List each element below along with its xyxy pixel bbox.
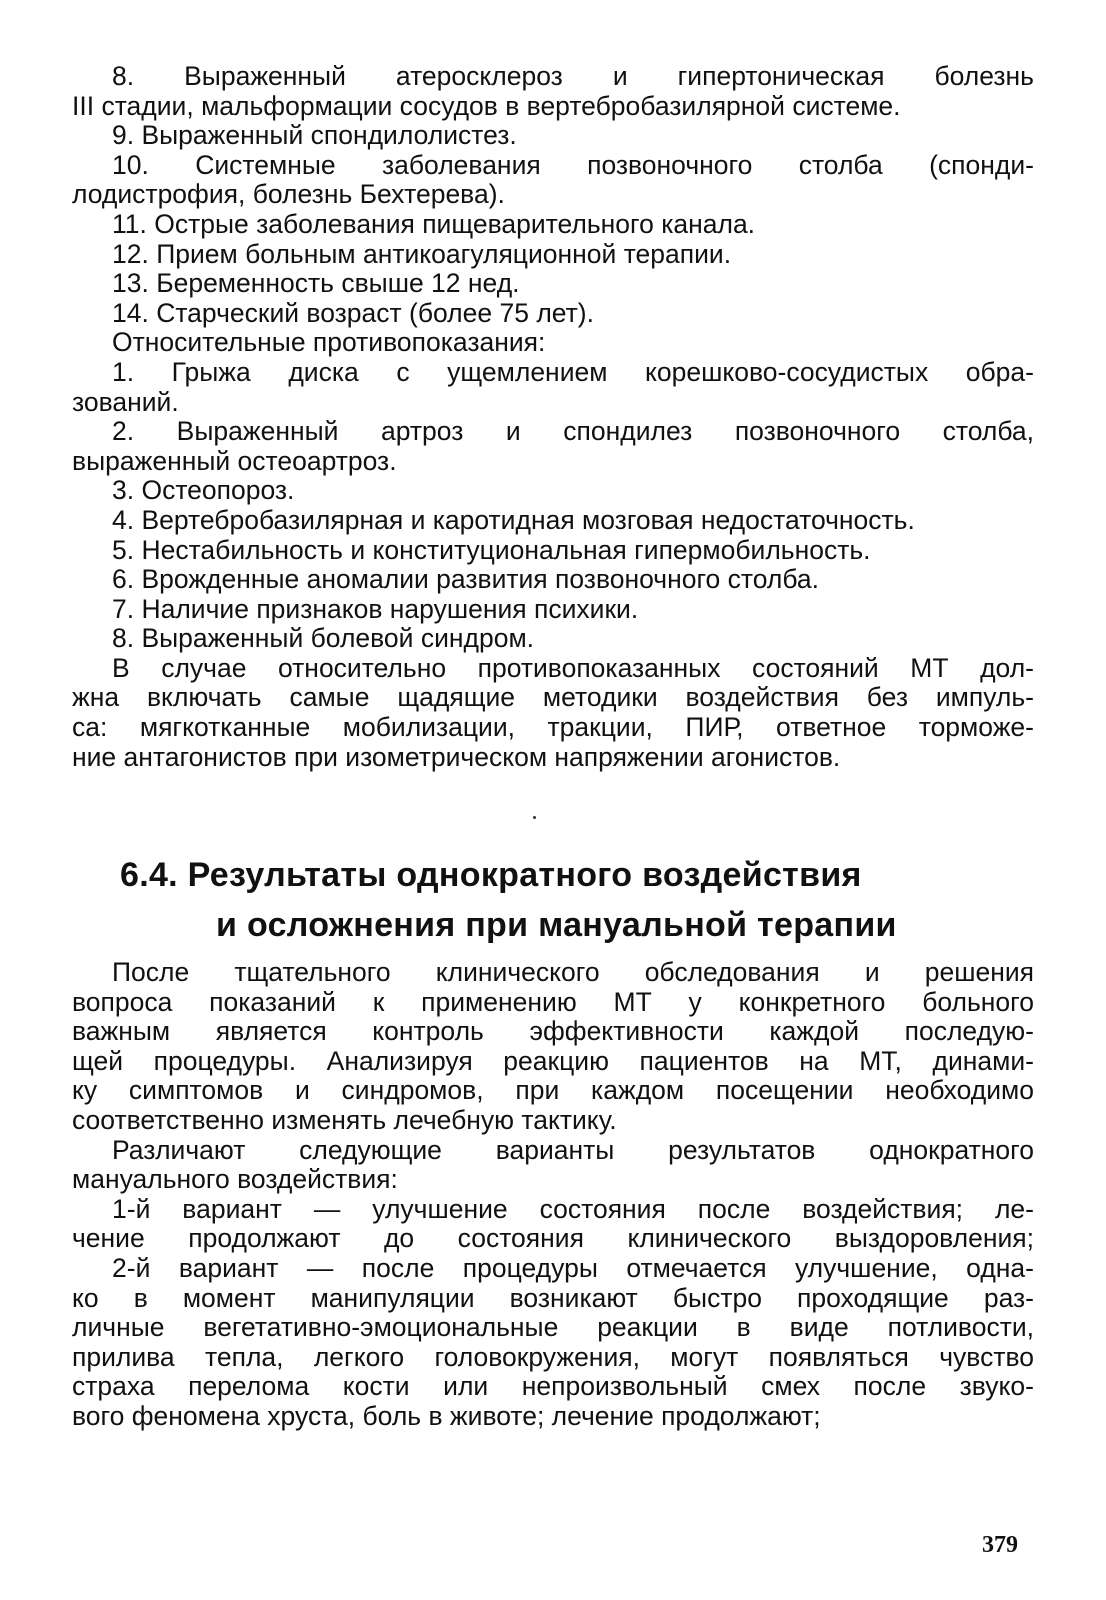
print-speck bbox=[533, 816, 536, 819]
paragraph-line: ку симптомов и синдромов, при каждом посещении необходимо bbox=[72, 1075, 1034, 1106]
paragraph-line: чение продолжают до состояния клинического выздоровления; bbox=[72, 1223, 1034, 1254]
paragraph-line: соответственно изменять лечебную тактику. bbox=[72, 1104, 617, 1135]
paragraph-line: важным является контроль эффективности каждой последую- bbox=[72, 1016, 1034, 1047]
list-item: 12. Прием больным антикоагуляционной терапии. bbox=[112, 238, 732, 269]
section-heading bbox=[120, 850, 1034, 950]
list-item: 2. Выраженный артроз и спондилез позвоночного столба, bbox=[112, 416, 1034, 447]
list-item: 13. Беременность свыше 12 нед. bbox=[112, 268, 520, 299]
paragraph-line: 2-й вариант — после процедуры отмечается улучшение, одна- bbox=[112, 1252, 1034, 1283]
list-item: 7. Наличие признаков нарушения психики. bbox=[112, 593, 639, 624]
paragraph-line: личные вегетативно-эмоциональные реакции в виде потливости, bbox=[72, 1312, 1034, 1343]
list-item: 11. Острые заболевания пищеварительного канала. bbox=[112, 208, 756, 239]
list-item: 8. Выраженный атеросклероз и гипертоническая болезнь bbox=[112, 61, 1034, 91]
list-item-cont: III стадии, мальформации сосудов в вертебробазилярной системе. bbox=[72, 90, 901, 121]
list-item-cont: выраженный остеоартроз. bbox=[72, 445, 397, 476]
paragraph-line: прилива тепла, легкого головокружения, могут появляться чувство bbox=[72, 1341, 1034, 1372]
paragraph-line: са: мягкотканные мобилизации, тракции, ПИР, ответное торможе- bbox=[72, 712, 1034, 743]
paragraph-line: мануального воздействия: bbox=[72, 1164, 398, 1195]
list-item: 4. Вертебробазилярная и каротидная мозговая недостаточность. bbox=[112, 504, 915, 535]
list-item: 9. Выраженный спондилолистез. bbox=[112, 120, 517, 151]
list-item-cont: зований. bbox=[72, 386, 179, 417]
paragraph-line: ние антагонистов при изометрическом напряжении агонистов. bbox=[72, 741, 841, 772]
section-heading-line1: 6.4. Результаты однократного воздействия bbox=[120, 856, 862, 894]
paragraph-line: ко в момент манипуляции возникают быстро проходящие раз- bbox=[72, 1282, 1034, 1313]
results-block bbox=[72, 958, 1034, 1432]
paragraph-line: Различают следующие варианты результатов однократного bbox=[112, 1134, 1034, 1165]
list-item: 1. Грыжа диска с ущемлением корешково-сосудистых обра- bbox=[112, 356, 1034, 387]
page-number: 379 bbox=[982, 1532, 1018, 1558]
contraindications-block bbox=[72, 62, 1034, 772]
list-item-cont: лодистрофия, болезнь Бехтерева). bbox=[72, 179, 505, 210]
paragraph-line: жна включать самые щадящие методики воздействия без импуль- bbox=[72, 682, 1034, 713]
list-item: 14. Старческий возраст (более 75 лет). bbox=[112, 297, 594, 328]
list-item: 6. Врожденные аномалии развития позвоночного столба. bbox=[112, 564, 820, 595]
list-item: 10. Системные заболевания позвоночного столба (спонди- bbox=[112, 149, 1034, 180]
paragraph-line: щей процедуры. Анализируя реакцию пациентов на МТ, динами- bbox=[72, 1045, 1034, 1076]
list-item: 8. Выраженный болевой синдром. bbox=[112, 623, 535, 654]
paragraph-line: вопроса показаний к применению МТ у конкретного больного bbox=[72, 986, 1034, 1017]
section-heading-line2: и осложнения при мануальной терапии bbox=[216, 906, 897, 944]
list-item: 3. Остеопороз. bbox=[112, 475, 295, 506]
paragraph-line: вого феномена хруста, боль в животе; лечение продолжают; bbox=[72, 1400, 821, 1431]
paragraph-line: 1-й вариант — улучшение состояния после воздействия; ле- bbox=[112, 1193, 1034, 1224]
paragraph-line: После тщательного клинического обследования и решения bbox=[112, 957, 1034, 987]
paragraph-line: В случае относительно противопоказанных состояний МТ дол- bbox=[112, 652, 1034, 683]
paragraph-line: страха перелома кости или непроизвольный смех после звуко- bbox=[72, 1371, 1034, 1402]
list-item: 5. Нестабильность и конституциональная гипермобильность. bbox=[112, 534, 871, 565]
subheading-relative-contraindications: Относительные противопоказания: bbox=[112, 327, 546, 358]
